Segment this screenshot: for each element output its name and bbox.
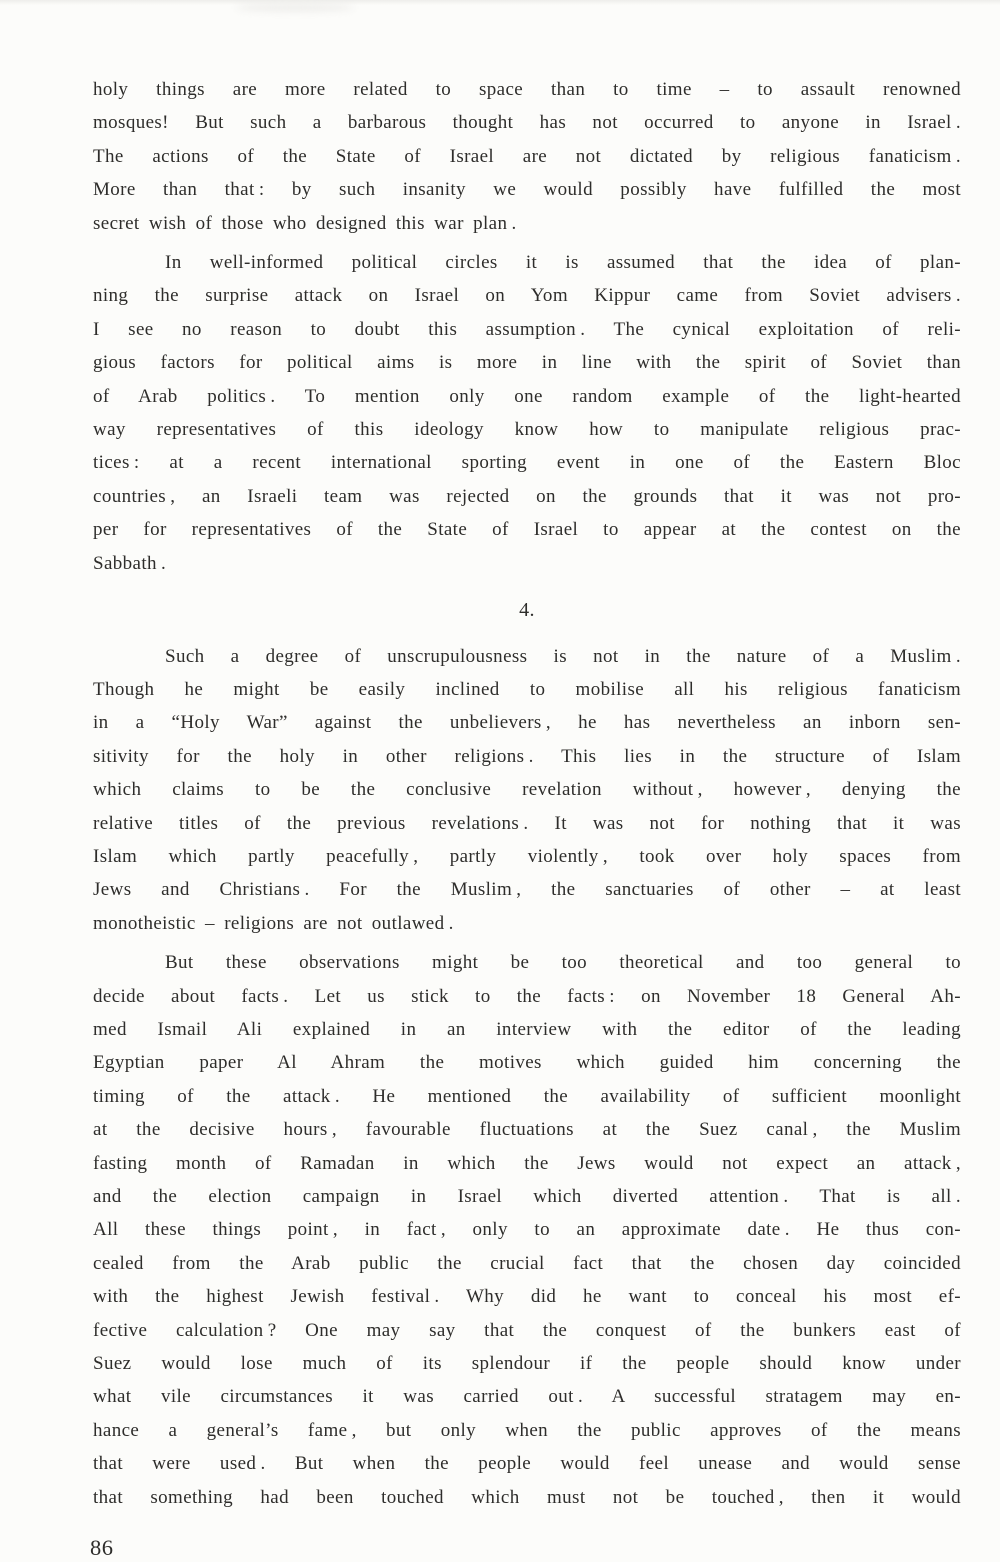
text-line: countries , an Israeli team was rejected on the grounds that it was not pro- xyxy=(93,485,961,507)
text-line: and the election campaign in Israel which diverted attention . That is all . xyxy=(93,1186,961,1207)
text-line: Islam which partly peacefully , partly violently , took over holy spaces from xyxy=(93,845,961,867)
text-line: which claims to be the conclusive revelation without , however , denying the xyxy=(93,779,961,801)
paragraph xyxy=(93,246,961,580)
text-line: Sabbath . xyxy=(93,552,167,574)
text-line: monotheistic – religions are not outlawed . xyxy=(93,912,454,934)
scan-smudge-artifact xyxy=(235,4,355,11)
text-line: mosques! But such a barbarous thought has not occurred to anyone in Israel . xyxy=(93,112,961,134)
text-line: tices : at a recent international sporting event in one of the Eastern Bloc xyxy=(93,452,961,474)
text-line: holy things are more related to space than to time – to assault renowned xyxy=(93,79,961,100)
text-line: Suez would lose much of its splendour if the people should know under xyxy=(93,1353,961,1375)
text-line: In well-informed political circles it is assumed that the idea of plan- xyxy=(165,252,961,274)
text-line: sitivity for the holy in other religions . This lies in the structure of Islam xyxy=(93,745,961,767)
paragraph xyxy=(93,73,961,240)
text-line: Though he might be easily inclined to mobilise all his religious fanaticism xyxy=(93,678,961,700)
text-line: relative titles of the previous revelations . It was not for nothing that it was xyxy=(93,812,961,834)
text-line: at the decisive hours , favourable fluctuations at the Suez canal , the Muslim xyxy=(93,1119,961,1141)
text-line: Jews and Christians . For the Muslim , the sanctuaries of other – at least xyxy=(93,879,961,901)
text-line: way representatives of this ideology know how to manipulate religious prac- xyxy=(93,419,961,441)
text-line: decide about facts . Let us stick to the facts : on November 18 General Ah- xyxy=(93,985,961,1007)
text-line: Egyptian paper Al Ahram the motives which guided him concerning the xyxy=(93,1052,961,1074)
text-line: in a “Holy War” against the unbelievers , he has nevertheless an inborn sen- xyxy=(93,712,961,734)
text-line: timing of the attack . He mentioned the availability of sufficient moonlight xyxy=(93,1085,961,1107)
text-line: med Ismail Ali explained in an interview with the editor of the leading xyxy=(93,1018,961,1040)
paragraph xyxy=(93,640,961,941)
text-line: All these things point , in fact , only to an approximate date . He thus con- xyxy=(93,1219,961,1241)
text-line: with the highest Jewish festival . Why did he want to conceal his most ef- xyxy=(93,1286,961,1308)
text-line: of Arab politics . To mention only one random example of the light-hearted xyxy=(93,385,961,407)
page-text-block xyxy=(93,73,961,1520)
text-line: The actions of the State of Israel are not dictated by religious fanaticism . xyxy=(93,145,961,167)
text-line: I see no reason to doubt this assumption . The cynical exploitation of reli- xyxy=(93,318,961,340)
text-line: But these observations might be too theoretical and too general to xyxy=(165,952,961,974)
text-line: secret wish of those who designed this war plan . xyxy=(93,212,517,234)
text-line: fective calculation ? One may say that the conquest of the bunkers east of xyxy=(93,1319,961,1341)
text-line: hance a general’s fame , but only when the public approves of the means xyxy=(93,1419,961,1441)
text-line: cealed from the Arab public the crucial fact that the chosen day coincided xyxy=(93,1252,961,1274)
scan-edge-artifact xyxy=(0,0,1000,5)
page-number: 86 xyxy=(90,1535,114,1560)
section-number-heading: 4. xyxy=(519,599,535,622)
text-line: More than that : by such insanity we would possibly have fulfilled the most xyxy=(93,179,961,201)
text-line: that were used . But when the people would feel unease and would sense xyxy=(93,1453,961,1475)
text-line: what vile circumstances it was carried out . A successful stratagem may en- xyxy=(93,1386,961,1408)
text-line: ning the surprise attack on Israel on Yom Kippur came from Soviet advisers . xyxy=(93,285,961,307)
text-line: that something had been touched which must not be touched , then it would xyxy=(93,1486,961,1508)
text-line: per for representatives of the State of Israel to appear at the contest on the xyxy=(93,519,961,541)
text-line: Such a degree of unscrupulousness is not in the nature of a Muslim . xyxy=(165,645,961,667)
paragraph xyxy=(93,946,961,1514)
text-line: fasting month of Ramadan in which the Jews would not expect an attack , xyxy=(93,1152,961,1174)
text-line: gious factors for political aims is more in line with the spirit of Soviet than xyxy=(93,352,961,374)
